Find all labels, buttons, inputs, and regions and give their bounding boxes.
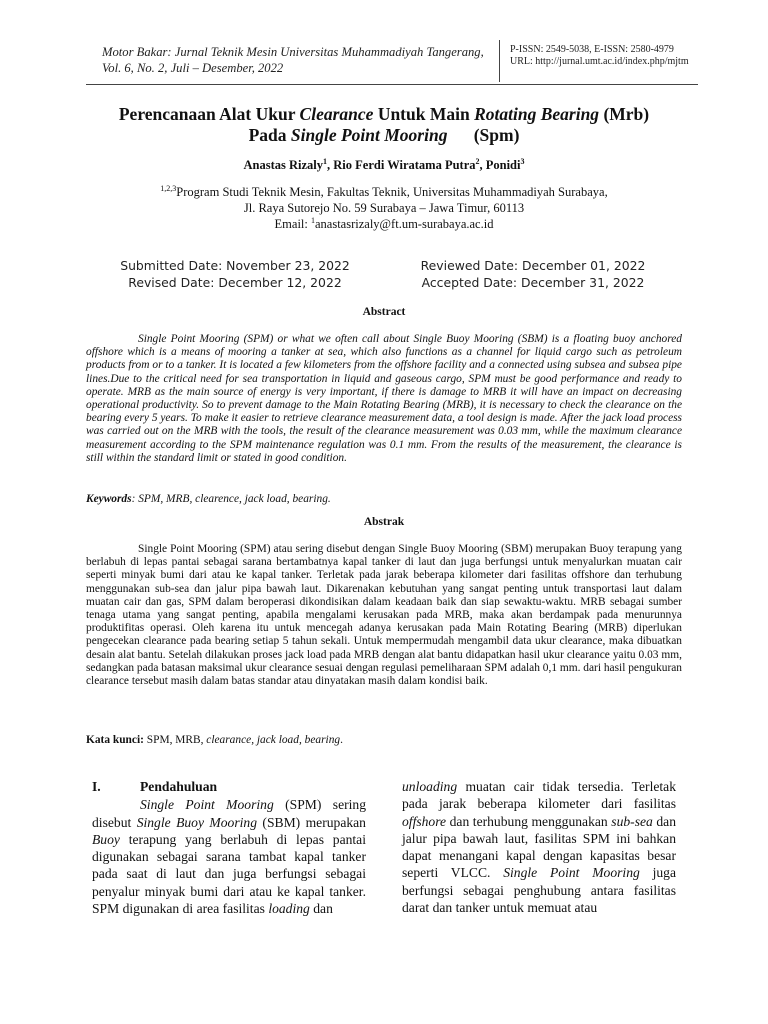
keywords: Keywords: SPM, MRB, clearence, jack load, bearing. xyxy=(86,493,331,505)
header-divider xyxy=(86,84,698,85)
journal-name: Motor Bakar: Jurnal Teknik Mesin Universitas Muhammadiyah Tangerang, xyxy=(102,45,484,59)
submitted-date: Submitted Date: November 23, 2022 xyxy=(120,258,350,273)
abstract-english: Single Point Mooring (SPM) or what we often call about Single Buoy Mooring (SBM) is a floating buoy anchored offshore which is a means of mooring a tanker at sea, which also functions as a channel for liquid cargo such as petroleum products from or to a tanker. It is located a few kilometers from the offshore facility and a connected using subsea and subsea pipe lines.Due to the critical need for sea transportation in liquid and gaseous cargo, SPM must be good performance and ready to operate. MRB as the main source of energy is very important, if there is damage to MRB it will have an impact on decreasing operational productivity. So to prevent damage to the Main Rotating Bearing (MRB), it is necessary to check the clearance on the bearing every 5 years. To make it easier to retrieve clearance measurement data, a tool design is made. After the jack load process was carried out on the MRB with the tools, the result of the clearance measurement was 0.03 mm, while the maximum clearance measurement according to the SPM maintenance regulation was 0.1 mm. From the results of the measurement, the clearance is still within the standard limit or stated in good condition. xyxy=(86,333,682,464)
accepted-date: Accepted Date: December 31, 2022 xyxy=(421,275,645,290)
abstrak-heading: Abstrak xyxy=(363,516,405,528)
section-heading: I. Pendahuluan xyxy=(92,779,218,794)
journal-header xyxy=(86,40,698,82)
author-name: Rio Ferdi Wiratama Putra xyxy=(333,158,476,172)
submission-dates xyxy=(86,257,682,291)
journal-citation xyxy=(86,40,500,82)
reviewed-date: Reviewed Date: December 01, 2022 xyxy=(420,258,646,273)
body-paragraph: unloading muatan cair tidak tersedia. Terletak pada jarak beberapa kilometer dari fasilitas offshore dan terhubung menggunakan sub-sea dan jalur pipa bawah laut, fasilitas SPM ini bahkan dapat menangani kapal dengan kapasitas besar seperti VLCC. Single Point Mooring juga berfungsi sebagai penghubung antara fasilitas darat dan tanker untuk memuat atau xyxy=(402,779,677,916)
body-paragraph: Single Point Mooring (SPM) sering disebut Single Buoy Mooring (SBM) merupakan Buoy terapung yang berlabuh di lepas pantai digunakan sebagai sarana tambat kapal tanker pada saat di laut dan juga berfungsi sebagai penyalur minyak bumi dari atau ke kapal tanker. SPM digunakan di area fasilitas loading dan xyxy=(92,797,366,917)
author-email: Email: $^1$anastasrizaly@ft.um-surabaya.ac.id xyxy=(274,215,494,231)
author-list: Anastas Rizaly$^1$, Rio Ferdi Wiratama Putra$^2$, Ponidi$^3$ xyxy=(243,156,525,172)
revised-date: Revised Date: December 12, 2022 xyxy=(128,275,342,290)
author-name: Ponidi xyxy=(485,158,521,172)
journal-issn: P-ISSN: 2549-5038, E-ISSN: 2580-4979 xyxy=(510,44,674,55)
paper-title: Perencanaan Alat Ukur Clearance Untuk Main Rotating Bearing (Mrb) Pada Single Point Mooring (Spm) xyxy=(118,104,650,145)
abstract-heading: Abstract xyxy=(362,306,406,318)
abstract-indonesian: Single Point Mooring (SPM) atau sering disebut dengan Single Buoy Mooring (SBM) merupakan Buoy terapung yang berlabuh di lepas pantai sebagai sarana bertambatnya kapal tanker di laut dan juga berfungsi untuk menyalurkan muatan cair seperti minyak bumi dari atau ke kapal tanker. Terletak pada jarak beberapa kilometer dari fasilitas offshore dan terhubung menggunakan sub-sea dan jalur pipa bawah laut. Dikarenakan kebutuhan yang sangat penting untuk transportasi laut dalam muatan cair dan gas, SPM dalam beroperasi dikondisikan dalam keadaan baik dan siap sewaktu-waktu. MRB sebagai sumber tenaga utama yang sangat penting, apabila mengalami kerusakan pada MRB, maka akan berdampak pada menurunnya produktifitas operasi. Oleh karena itu untuk mencegah adanya kerusakan pada Main Rotating Bearing (MRB) diperlukan pengecekan clearance pada bearing setiap 5 tahun sekali. Untuk mempermudah mengambil data ukur clearance, maka dibuatkan desain alat bantu. Setelah dilakukan proses jack load pada MRB dengan alat bantu didapatkan hasil ukur clearance yaitu 0.03 mm, sedangkan pada batasan maksimal ukur clearance sesuai dengan regulasi pemeliharaan SPM adalah 0,1 mm. dari hasil pengukuran clearance tersebut masih dalam batas standar atau dinyatakan masih dalam kondisi baik. xyxy=(86,543,682,688)
journal-url[interactable]: URL: http://jurnal.umt.ac.id/index.php/mjtm xyxy=(510,56,689,67)
journal-volume: Vol. 6, No. 2, Juli – Desember, 2022 xyxy=(102,61,284,75)
kata-kunci: Kata kunci: SPM, MRB, clearance, jack load, bearing. xyxy=(86,734,343,746)
journal-identifiers xyxy=(510,44,700,68)
body-column-left xyxy=(92,778,366,917)
author-affiliation: $^{1,2,3}$Program Studi Teknik Mesin, Fakultas Teknik, Universitas Muhammadiyah Surabaya, Jl. Raya Sutorejo No. 59 Surabaya – Jawa Timur, 60113 Email: $^1$anastasrizaly@ft.um-surabaya.ac.id xyxy=(86,184,682,232)
author-name: Anastas Rizaly xyxy=(243,158,324,172)
body-column-right xyxy=(402,778,676,916)
